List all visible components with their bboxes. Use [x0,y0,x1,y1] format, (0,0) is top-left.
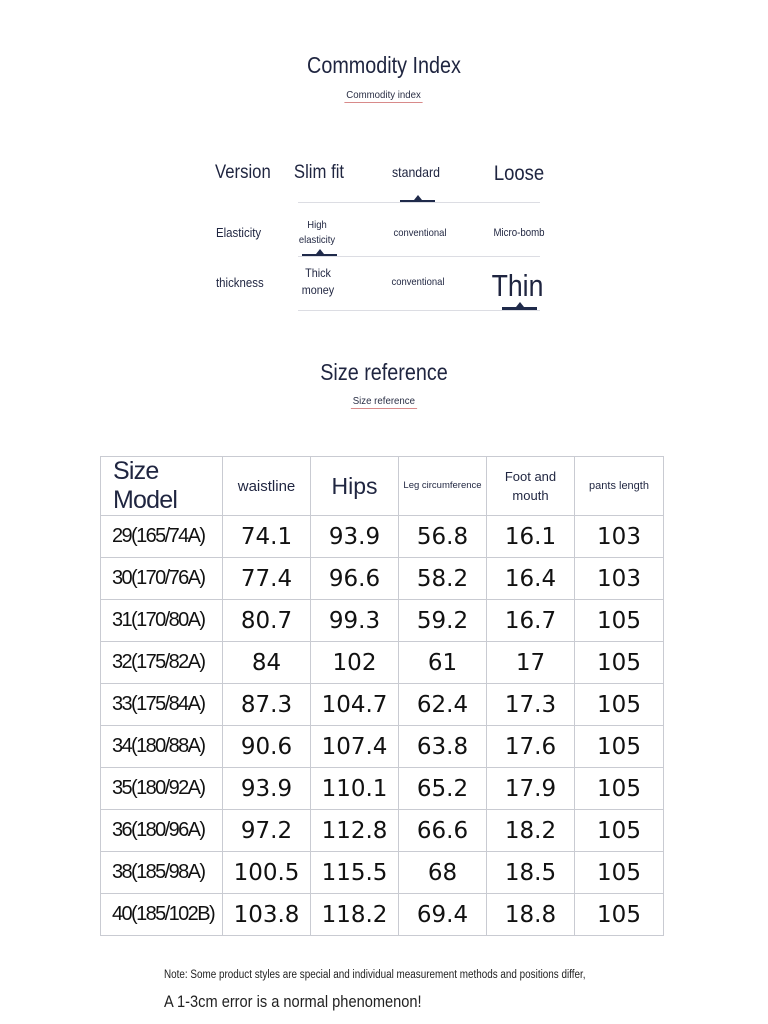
thickness-option-thin: Thin [491,268,544,303]
foot-and-mouth-cell: 17.6 [487,726,575,768]
foot-and-mouth-cell: 17.3 [487,684,575,726]
waistline-cell: 84 [223,642,311,684]
elasticity-option-high: High elasticity [298,219,336,246]
elasticity-divider [298,256,540,257]
waistline-cell: 103.8 [223,894,311,936]
leg-circumference-cell: 58.2 [399,558,487,600]
version-option-loose: Loose [493,162,545,185]
elasticity-label: Elasticity [216,225,262,240]
foot-and-mouth-cell: 17.9 [487,768,575,810]
foot-and-mouth-cell: 16.7 [487,600,575,642]
table-row [101,768,664,810]
pants-length-cell: 105 [575,852,664,894]
waistline-cell: 97.2 [223,810,311,852]
elasticity-option-micro-bomb: Micro-bomb [493,227,545,239]
waistline-cell: 93.9 [223,768,311,810]
pants-length-cell: 105 [575,642,664,684]
pants-length-cell: 105 [575,894,664,936]
elasticity-option-conventional: conventional [393,227,447,239]
size-model-cell: 40(185/102B) [101,894,223,936]
error-note: A 1-3cm error is a normal phenomenon! [164,992,422,1011]
thickness-label: thickness [216,275,264,290]
hips-cell: 96.6 [311,558,399,600]
thickness-divider [298,310,540,311]
foot-and-mouth-cell: 17 [487,642,575,684]
waistline-cell: 80.7 [223,600,311,642]
hips-cell: 118.2 [311,894,399,936]
table-row [101,852,664,894]
header-hips: Hips [311,457,399,516]
version-label: Version [215,162,271,183]
size-table-header-row [101,457,664,516]
table-row [101,642,664,684]
leg-circumference-cell: 69.4 [399,894,487,936]
foot-and-mouth-cell: 18.2 [487,810,575,852]
pants-length-cell: 105 [575,684,664,726]
header-leg-circumference: Leg circumference [399,457,487,516]
leg-circumference-cell: 66.6 [399,810,487,852]
size-reference-subtitle: Size reference [352,395,416,407]
hips-cell: 102 [311,642,399,684]
foot-and-mouth-cell: 16.1 [487,516,575,558]
waistline-cell: 87.3 [223,684,311,726]
commodity-index-title: Commodity Index [307,52,461,78]
size-model-cell: 30(170/76A) [101,558,223,600]
header-foot-and-mouth: Foot and mouth [487,457,575,516]
size-model-cell: 34(180/88A) [101,726,223,768]
leg-circumference-cell: 63.8 [399,726,487,768]
hips-cell: 93.9 [311,516,399,558]
version-option-standard: standard [392,164,440,180]
size-table [100,456,664,936]
size-model-cell: 31(170/80A) [101,600,223,642]
leg-circumference-cell: 62.4 [399,684,487,726]
header-pants-length: pants length [575,457,664,516]
size-reference-title: Size reference [320,359,448,385]
waistline-cell: 90.6 [223,726,311,768]
size-model-cell: 29(165/74A) [101,516,223,558]
version-divider [298,202,540,203]
hips-cell: 107.4 [311,726,399,768]
waistline-cell: 100.5 [223,852,311,894]
leg-circumference-cell: 68 [399,852,487,894]
table-row [101,810,664,852]
table-row [101,684,664,726]
waistline-cell: 77.4 [223,558,311,600]
hips-cell: 104.7 [311,684,399,726]
pants-length-cell: 105 [575,768,664,810]
header-size-model: Size Model [101,457,223,516]
hips-cell: 112.8 [311,810,399,852]
table-row [101,558,664,600]
size-model-cell: 32(175/82A) [101,642,223,684]
waistline-cell: 74.1 [223,516,311,558]
table-row [101,600,664,642]
size-model-cell: 38(185/98A) [101,852,223,894]
hips-cell: 110.1 [311,768,399,810]
table-row [101,894,664,936]
thickness-option-conventional: conventional [391,276,445,288]
foot-and-mouth-cell: 16.4 [487,558,575,600]
foot-and-mouth-cell: 18.5 [487,852,575,894]
leg-circumference-cell: 56.8 [399,516,487,558]
version-option-slim-fit: Slim fit [293,162,345,183]
pants-length-cell: 105 [575,810,664,852]
hips-cell: 115.5 [311,852,399,894]
pants-length-cell: 105 [575,726,664,768]
table-row [101,726,664,768]
pants-length-cell: 103 [575,516,664,558]
commodity-index-subtitle: Commodity index [346,89,422,101]
hips-cell: 99.3 [311,600,399,642]
leg-circumference-cell: 61 [399,642,487,684]
measurement-note: Note: Some product styles are special and individual measurement methods and positions differ, [164,969,586,981]
foot-and-mouth-cell: 18.8 [487,894,575,936]
pants-length-cell: 105 [575,600,664,642]
leg-circumference-cell: 65.2 [399,768,487,810]
size-model-cell: 36(180/96A) [101,810,223,852]
thickness-option-thick-money: Thick money [301,266,335,297]
header-waistline: waistline [223,457,311,516]
leg-circumference-cell: 59.2 [399,600,487,642]
table-row [101,516,664,558]
size-model-cell: 35(180/92A) [101,768,223,810]
size-model-cell: 33(175/84A) [101,684,223,726]
pants-length-cell: 103 [575,558,664,600]
